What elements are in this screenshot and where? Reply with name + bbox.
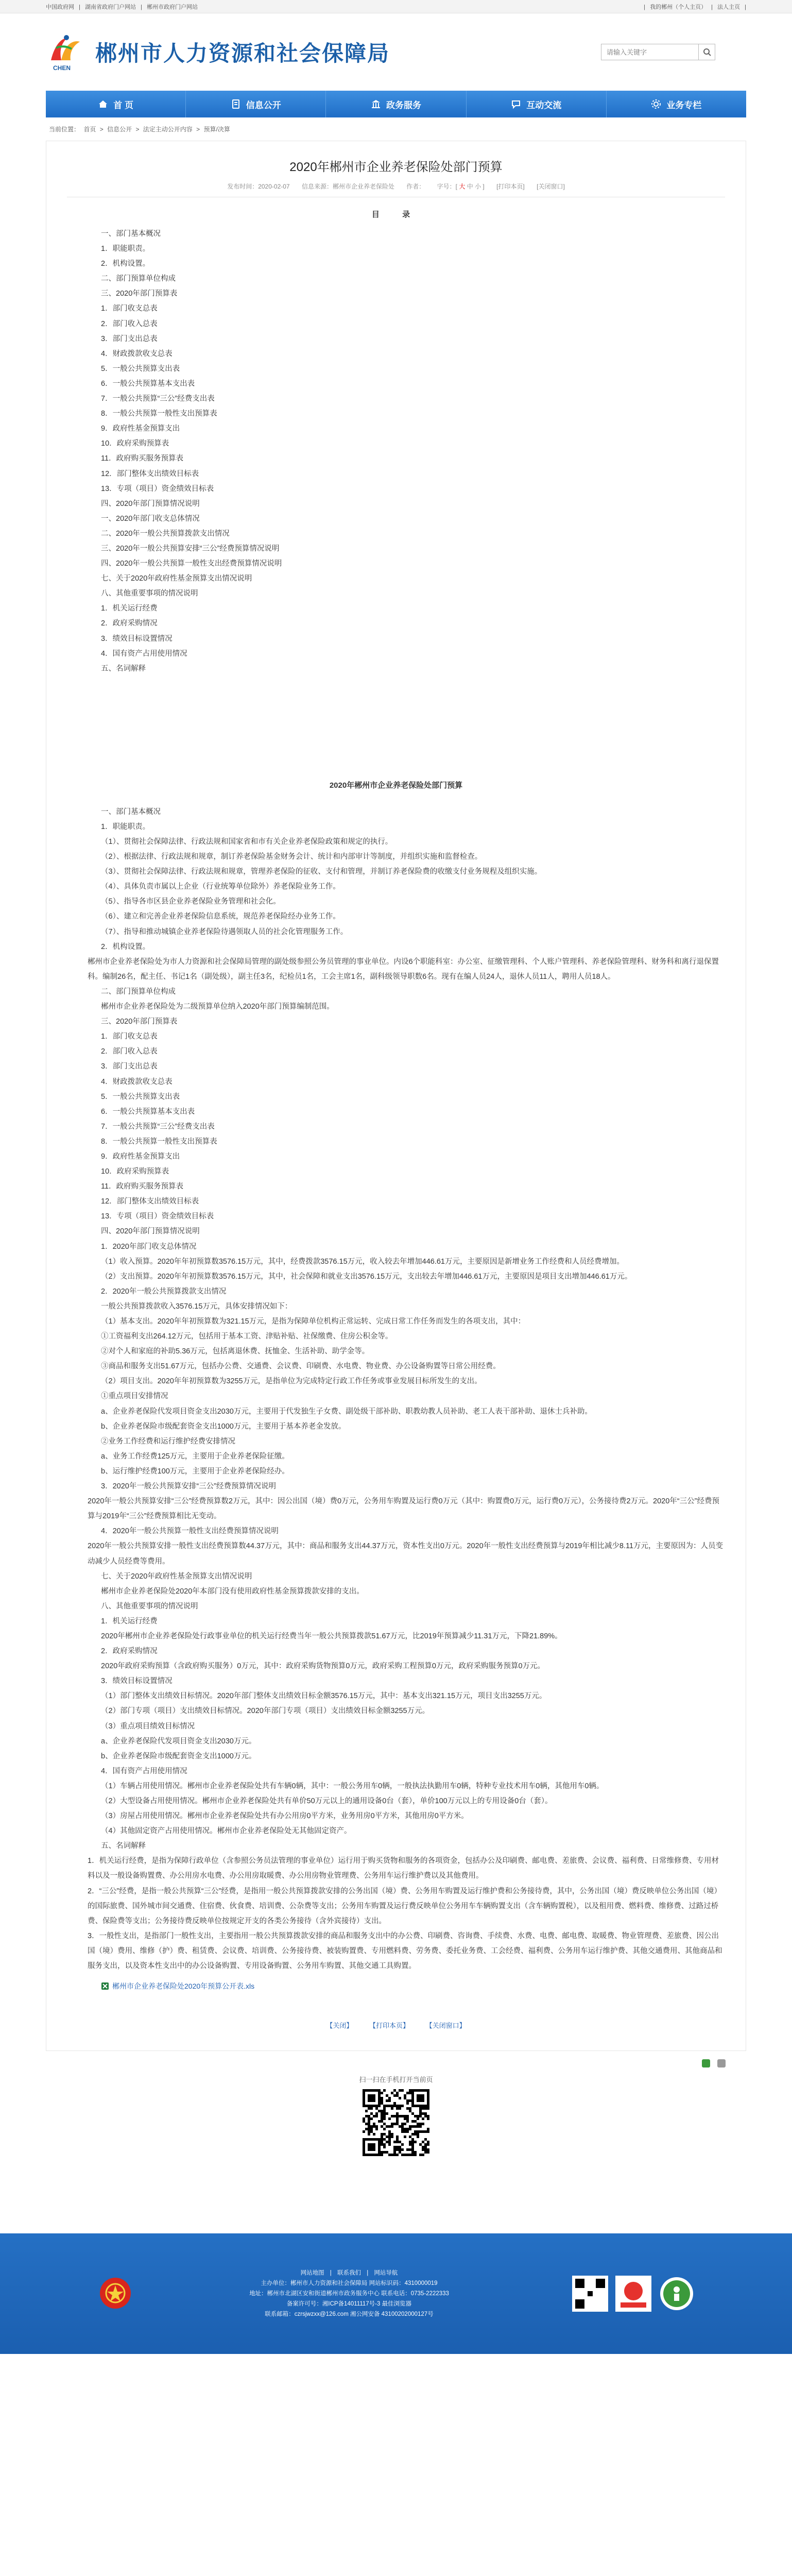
government-icon bbox=[371, 99, 381, 109]
breadcrumb-separator: > bbox=[99, 126, 104, 133]
body-paragraph: 二、部门预算单位构成 bbox=[101, 987, 176, 996]
body-paragraph: 6．一般公共预算基本支出表 bbox=[101, 1107, 195, 1116]
article-meta bbox=[67, 182, 725, 197]
body-paragraph: 4．国有资产占用使用情况 bbox=[101, 1767, 187, 1775]
breadcrumb-info[interactable]: 信息公开 bbox=[107, 126, 132, 133]
body-paragraph: 一般公共预算拨款收入3576.15万元，具体安排情况如下： bbox=[101, 1302, 292, 1311]
nav-item-interaction[interactable] bbox=[467, 91, 607, 117]
toc-item: 三、2020年部门预算表 bbox=[101, 290, 178, 298]
body-paragraph: 一、部门基本概况 bbox=[101, 807, 161, 816]
body-paragraph: 2．“三公”经费，是指一般公共预算“三公”经费，是指用一般公共预算拨款安排的公务出国（境）费、公务用车购置及运行维护费和公务接待费，其中，公务出国（境）费反映单位公务出国（境）的国际旅费、国外城市间交通费、住宿费、伙食费、培训费、公杂费等支出；公务用车购置及运行费反映单位公务用车车辆购置支出（含车辆购置税），以及租用费、燃料费、维修费、过路过桥费、保险费等支出；公务接待费反映单位按规定开支的各类公务接待（含外宾接待）支出。 bbox=[88, 1887, 721, 1925]
toc-item: 1．机关运行经费 bbox=[101, 604, 158, 613]
body-paragraph: 3．绩效目标设置情况 bbox=[101, 1677, 173, 1686]
body-paragraph: （1）车辆占用使用情况。郴州市企业养老保险处共有车辆0辆，其中：一般公务用车0辆，一般执法执勤用车0辆，特种专业技术用车0辆，其他用车0辆。 bbox=[101, 1782, 604, 1790]
font-mid-button[interactable]: 中 bbox=[467, 183, 473, 190]
share-bar bbox=[46, 2059, 746, 2069]
body-paragraph: （4）、具体负责市属以上企业（行业统筹单位除外）养老保险业务工作。 bbox=[101, 883, 340, 891]
breadcrumb-label: 当前位置： bbox=[49, 126, 80, 133]
body-paragraph: （2）项目支出。2020年年初预算数为3255万元，是指单位为完成特定行政工作任务或事业发展目标所发生的支出。 bbox=[101, 1377, 482, 1386]
body-paragraph: 12．部门整体支出绩效目标表 bbox=[101, 1197, 199, 1206]
search-box bbox=[601, 44, 715, 60]
toc-item: 5．一般公共预算支出表 bbox=[101, 364, 180, 373]
logo-text: CHEN bbox=[53, 64, 71, 72]
accessibility-badge-icon[interactable] bbox=[659, 2276, 695, 2312]
body-paragraph: ①工资福利支出264.12万元，包括用于基本工资、津贴补贴、社保缴费、住房公积金等。 bbox=[101, 1332, 393, 1341]
body-paragraph: （4）其他固定资产占用使用情况。郴州市企业养老保险处无其他固定资产。 bbox=[101, 1827, 352, 1836]
body-paragraph: 1．2020年部门收支总体情况 bbox=[101, 1242, 197, 1251]
body-paragraph: 11．政府购买服务预算表 bbox=[101, 1182, 184, 1191]
topbar-link-gov[interactable]: 中国政府网 bbox=[46, 4, 74, 10]
toc-item: 四、2020年一般公共预算一般性支出经费预算情况说明 bbox=[101, 560, 282, 568]
body-paragraph: 2020年一般公共预算安排一般性支出经费预算数44.37万元，其中：商品和服务支出44.37万元，资本性支出0万元。2020年一般性支出经费预算与2019年相比减少8.11万元，主要原因为：人员变动减少人员经费等费用。 bbox=[88, 1542, 724, 1566]
gear-icon bbox=[651, 99, 661, 109]
qr-section bbox=[0, 2074, 792, 2156]
toc-item: 10．政府采购预算表 bbox=[101, 439, 169, 448]
body-paragraph: 1．机关运行经费，是指为保障行政单位（含参照公务员法管理的事业单位）运行用于购买货物和服务的各项资金，包括办公及印刷费、邮电费、差旅费、会议费、福利费、日常维修费、专用材料以及一般设备购置费、办公用房水电费、办公用房取暖费、办公用房物业管理费、公务用车运行维护费以及其他费用。 bbox=[88, 1857, 719, 1880]
body-paragraph: （3）重点项目绩效目标情况 bbox=[101, 1722, 195, 1731]
body-paragraph: 2．政府采购情况 bbox=[101, 1647, 158, 1656]
toc-item: 二、部门预算单位构成 bbox=[101, 275, 176, 283]
footer-links bbox=[249, 2268, 449, 2278]
body-paragraph: 2．部门收入总表 bbox=[101, 1047, 158, 1056]
qr-caption: 扫一扫在手机打开当前页 bbox=[359, 2076, 433, 2084]
topbar-links-left: 中国政府网 | 湖南省政府门户网站 | 郴州市政府门户网站 bbox=[46, 4, 198, 10]
toc-item: 1．职能职责。 bbox=[101, 245, 150, 253]
body-paragraph: 4．2020年一般公共预算一般性支出经费预算情况说明 bbox=[101, 1527, 279, 1536]
body-paragraph: （7）、指导和推动城镇企业养老保险待遇领取人员的社会化管理服务工作。 bbox=[101, 927, 348, 936]
excel-file-icon bbox=[101, 1982, 109, 1990]
body-paragraph: ①重点项目安排情况 bbox=[101, 1392, 168, 1401]
toc-item: 9．政府性基金预算支出 bbox=[101, 425, 180, 433]
breadcrumb bbox=[46, 125, 746, 133]
site-footer bbox=[0, 2233, 792, 2354]
home-icon bbox=[98, 99, 108, 109]
breadcrumb-separator: > bbox=[135, 126, 140, 133]
toc-item: 12．部门整体支出绩效目标表 bbox=[101, 469, 199, 478]
table-of-contents bbox=[67, 227, 725, 676]
nav-item-label: 政务服务 bbox=[386, 100, 421, 110]
wechat-share-icon[interactable] bbox=[717, 2059, 726, 2069]
body-paragraph: （1）、贯彻社会保障法律、行政法规和国家省和市有关企业养老保险政策和规定的执行。 bbox=[101, 838, 393, 846]
body-paragraph: ②业务工作经费和运行维护经费安排情况 bbox=[101, 1437, 235, 1446]
print-page-button[interactable]: [打印本页] bbox=[496, 183, 525, 190]
body-paragraph: 2．2020年一般公共预算拨款支出情况 bbox=[101, 1287, 227, 1296]
body-paragraph: b、运行维护经费100万元，主要用于企业养老保险经办。 bbox=[101, 1467, 289, 1476]
body-paragraph: ②对个人和家庭的补助5.36万元，包括离退休费、抚恤金、生活补助、助学金等。 bbox=[101, 1347, 370, 1356]
body-paragraph: （1）部门整体支出绩效目标情况。2020年部门整体支出绩效目标金额3576.15万元，其中：基本支出321.15万元，项目支出3255万元。 bbox=[101, 1692, 547, 1701]
toc-item: 五、名词解释 bbox=[101, 664, 146, 673]
toc-item: 2．部门收入总表 bbox=[101, 319, 158, 328]
close-window-link[interactable]: 【关闭窗口】 bbox=[425, 2022, 466, 2030]
body-paragraph: （3）房屋占用使用情况。郴州市企业养老保险处共有办公用房0平方米，业务用房0平方米，其他用房0平方米。 bbox=[101, 1812, 469, 1821]
font-small-button[interactable]: 小 bbox=[475, 183, 481, 190]
footer-address: 地址：郴州市北湖区安和街道郴州市政务服务中心 联系电话：0735-2222333 bbox=[249, 2291, 449, 2297]
body-paragraph: （2）、根据法律、行政法规和规章，制订养老保险基金财务会计、统计和内部审计等制度，并组织实施和监督检查。 bbox=[101, 853, 483, 861]
toc-item: 13．专项（项目）资金绩效目标表 bbox=[101, 484, 214, 493]
breadcrumb-home[interactable]: 首页 bbox=[83, 126, 96, 133]
body-paragraph: 10．政府采购预算表 bbox=[101, 1167, 169, 1176]
nav-item-info-disclosure[interactable] bbox=[186, 91, 326, 117]
body-paragraph: （5）、指导各市区县企业养老保险业务管理和社会化。 bbox=[101, 897, 281, 906]
body-paragraph: （2）部门专项（项目）支出绩效目标情况。2020年部门专项（项目）支出绩效目标金额3255万元。 bbox=[101, 1707, 430, 1716]
breadcrumb-budget[interactable]: 预算/决算 bbox=[203, 126, 230, 133]
footer-nav-link[interactable]: 网站导航 bbox=[374, 2270, 398, 2277]
body-paragraph: 1．部门收支总表 bbox=[101, 1032, 158, 1041]
footer-info bbox=[249, 2268, 449, 2319]
toc-item: 11．政府购买服务预算表 bbox=[101, 454, 184, 463]
party-emblem-icon bbox=[97, 2275, 133, 2313]
toc-item: 二、2020年一般公共预算拨款支出情况 bbox=[101, 529, 230, 538]
footer-badges bbox=[565, 2276, 695, 2312]
body-paragraph: 八、其他重要事项的情况说明 bbox=[101, 1602, 198, 1611]
article-title: 2020年郴州市企业养老保险处部门预算 bbox=[289, 160, 503, 174]
body-paragraph: 2．机构设置。 bbox=[101, 942, 150, 951]
brand[interactable] bbox=[46, 32, 390, 72]
toc-item: 3．绩效目标设置情况 bbox=[101, 634, 173, 643]
search-icon bbox=[703, 48, 711, 56]
close-link[interactable]: 【关闭】 bbox=[326, 2022, 353, 2030]
meta-time: 发布时间：2020-02-07 bbox=[227, 183, 290, 190]
body-paragraph: 1．职能职责。 bbox=[101, 822, 150, 831]
body-paragraph: 13．专项（项目）资金绩效目标表 bbox=[101, 1212, 214, 1221]
topbar-separator: | bbox=[711, 4, 713, 10]
toc-item: 4．国有资产占用使用情况 bbox=[101, 649, 187, 658]
toc-heading: 目 录 bbox=[371, 210, 421, 219]
toc-item: 7．一般公共预算“三公”经费支出表 bbox=[101, 395, 215, 403]
body-paragraph: （1）基本支出。2020年年初预算数为321.15万元，是指为保障单位机构正常运转、完成日常工作任务而发生的各项支出，其中： bbox=[101, 1317, 526, 1326]
nav-item-label: 互动交流 bbox=[526, 100, 562, 110]
body-paragraph: 5．一般公共预算支出表 bbox=[101, 1092, 180, 1101]
footer-email: 联系邮箱：czrsjwzxx@126.com 湘公网安备 43100202000127号 bbox=[265, 2311, 434, 2318]
nav-item-label: 信息公开 bbox=[246, 100, 281, 110]
search-input[interactable] bbox=[601, 44, 699, 60]
site-title: 郴州市人力资源和社会保障局 bbox=[95, 41, 390, 65]
body-paragraph: 四、2020年部门预算情况说明 bbox=[101, 1227, 200, 1236]
toc-item: 一、2020年部门收支总体情况 bbox=[101, 514, 200, 523]
body-paragraph: a、业务工作经费125万元，主要用于企业养老保险征缴。 bbox=[101, 1452, 289, 1461]
toc-item: 三、2020年一般公共预算安排“三公”经费预算情况说明 bbox=[101, 544, 280, 553]
body-paragraph: （6）、建立和完善企业养老保险信息系统，规范养老保险经办业务工作。 bbox=[101, 912, 340, 921]
body-paragraph: ③商品和服务支出51.67万元，包括办公费、交通费、会议费、印刷费、水电费、物业费、办公设备购置等日常公用经费。 bbox=[101, 1362, 501, 1371]
body-paragraph: a、企业养老保险代发项目资金支出2030万元，主要用于代发独生子女费、副处级干部补助、职教幼教人员补助、老工人表干部补助、退休士兵补助。 bbox=[101, 1407, 592, 1416]
body-paragraph: 3．一般性支出，是指部门一般性支出，主要指用一般公共预算拨款安排的商品和服务支出中的办公费、印刷费、咨询费、手续费、水费、电费、邮电费、取暖费、物业管理费、差旅费、因公出国（境）费用、维修（护）费、租赁费、会议费、培训费、公务接待费、被装购置费、专用燃料费、劳务费、委托业务费、工会经费、福利费、公务用车运行维护费、其他交通费用、其他商品和服务支出，以及资本性支出中的办公设备购置、专用设备购置、公务用车购置、其他交通工具购置。 bbox=[88, 1931, 722, 1971]
body-paragraph: 七、关于2020年政府性基金预算支出情况说明 bbox=[101, 1572, 252, 1581]
footer-icp: 备案许可号：湘ICP备14011117号-3 最佳浏览器 bbox=[286, 2301, 412, 2308]
chat-icon bbox=[511, 99, 521, 109]
nav-item-home[interactable] bbox=[46, 91, 186, 117]
meta-author: 作者： bbox=[406, 183, 425, 190]
footer-separator: | bbox=[367, 2270, 369, 2277]
toc-item: 七、关于2020年政府性基金预算支出情况说明 bbox=[101, 574, 252, 583]
document-icon bbox=[231, 99, 241, 109]
toc-item: 6．一般公共预算基本支出表 bbox=[101, 379, 195, 388]
body-paragraph: （1）收入预算。2020年年初预算数3576.15万元，其中，经费拨款3576.15万元，收入较去年增加446.61万元，主要原因是新增业务工作经费和人员经费增加。 bbox=[101, 1257, 624, 1266]
site-header bbox=[46, 13, 746, 91]
body-paragraph: 2020年政府采购预算（含政府购买服务）0万元，其中：政府采购货物预算0万元，政府采购工程预算0万元，政府采购服务预算0万元。 bbox=[101, 1662, 545, 1671]
body-paragraph: 3．2020年一般公共预算安排“三公”经费预算情况说明 bbox=[101, 1482, 276, 1491]
meta-source: 信息来源：郴州市企业养老保险处 bbox=[301, 183, 394, 190]
nav-item-gov-services[interactable] bbox=[326, 91, 466, 117]
footer-sitemap-link[interactable]: 网站地图 bbox=[300, 2270, 324, 2277]
toc-item: 1．部门收支总表 bbox=[101, 304, 158, 313]
toc-item: 四、2020年部门预算情况说明 bbox=[101, 499, 200, 508]
footer-host: 主办单位：郴州市人力资源和社会保障局 网站标识码：4310000019 bbox=[261, 2280, 438, 2287]
body-paragraph: 郴州市企业养老保险处为市人力资源和社会保障局管理的副处级参照公务员管理的事业单位。内设6个职能科室：办公室、征缴管理科、个人账户管理科、养老保险管理科、财务科和离行退保置科。编制26名，配主任、书记1名（副处级），副主任3名，纪检员1名，工会主席1名，副科级领导职数6名。现有在编人员24人，退休人员11人，聘用人员18人。 bbox=[88, 957, 719, 981]
toc-item: 4．财政拨款收支总表 bbox=[101, 349, 173, 358]
gov-site-error-correction-icon[interactable] bbox=[615, 2276, 651, 2312]
body-paragraph: 3．部门支出总表 bbox=[101, 1062, 158, 1071]
topbar-link-personal[interactable]: 我的郴州（个人主页） bbox=[650, 4, 707, 10]
top-bar bbox=[0, 0, 792, 13]
toc-item: 2．机构设置。 bbox=[101, 260, 150, 268]
body-paragraph: b、企业养老保险市级配套资金支出1000万元，主要用于基本养老金发放。 bbox=[101, 1422, 346, 1431]
topbar-link-hunan[interactable]: 湖南省政府门户网站 bbox=[84, 4, 136, 10]
footer-qr-icon bbox=[572, 2276, 608, 2312]
nav-item-business-column[interactable] bbox=[607, 91, 746, 117]
qr-code-icon bbox=[363, 2089, 429, 2156]
close-window-button[interactable]: [关闭窗口] bbox=[537, 183, 565, 190]
attachment-link[interactable] bbox=[67, 1981, 725, 1991]
body-paragraph: 2020年一般公共预算安排“三公”经费预算数2万元，其中：因公出国（境）费0万元，公务用车购置及运行费0万元（其中：购置费0万元，运行费0万元），公务接待费2万元。2020年“三公”经费预算与2019年“三公”经费预算相比无变动。 bbox=[88, 1497, 719, 1521]
print-link[interactable]: 【打印本页】 bbox=[369, 2022, 409, 2030]
meta-font-size: 字号：[ 大 中 小 ] bbox=[437, 183, 487, 190]
site-logo-icon bbox=[46, 32, 86, 72]
font-large-button[interactable]: 大 bbox=[459, 183, 466, 190]
body-paragraph: 三、2020年部门预算表 bbox=[101, 1018, 178, 1026]
body-paragraph: b、企业养老保险市级配套资金支出1000万元。 bbox=[101, 1752, 256, 1760]
toc-item: 2．政府采购情况 bbox=[101, 619, 158, 628]
topbar-separator: | bbox=[644, 4, 646, 10]
body-paragraph: 五、名词解释 bbox=[101, 1842, 146, 1851]
footer-contact-link[interactable]: 联系我们 bbox=[337, 2270, 361, 2277]
body-paragraph: 9．政府性基金预算支出 bbox=[101, 1152, 180, 1161]
footer-separator: | bbox=[330, 2270, 332, 2277]
article-body bbox=[67, 805, 725, 1974]
topbar-link-legal[interactable]: 法人主页 bbox=[717, 4, 741, 10]
toc-item: 八、其他重要事项的情况说明 bbox=[101, 589, 198, 598]
font-size-label: 字号： bbox=[437, 183, 456, 190]
toc-item: 8．一般公共预算一般性支出预算表 bbox=[101, 410, 217, 418]
body-paragraph: （2）支出预算。2020年年初预算数3576.15万元，其中，社会保障和就业支出3576.15万元，支出较去年增加446.61万元，主要原因是项目支出增加446.61万元。 bbox=[101, 1272, 632, 1281]
topbar-links-right bbox=[641, 3, 746, 11]
body-heading: 2020年郴州市企业养老保险处部门预算 bbox=[329, 781, 463, 790]
body-paragraph: 郴州市企业养老保险处为二级预算单位纳入2020年部门预算编制范围。 bbox=[101, 1003, 334, 1011]
main-nav bbox=[46, 91, 746, 117]
nav-item-label: 首 页 bbox=[113, 100, 133, 110]
search-button[interactable] bbox=[699, 44, 715, 60]
article bbox=[46, 141, 746, 2051]
share-icon[interactable] bbox=[702, 2059, 710, 2069]
body-paragraph: 1．机关运行经费 bbox=[101, 1617, 158, 1625]
body-paragraph: 4．财政拨款收支总表 bbox=[101, 1077, 173, 1086]
toc-item: 3．部门支出总表 bbox=[101, 334, 158, 343]
body-paragraph: 郴州市企业养老保险处2020年本部门没有使用政府性基金预算拨款安排的支出。 bbox=[101, 1587, 364, 1596]
toc-item: 一、部门基本概况 bbox=[101, 230, 161, 238]
topbar-link-chenzhou[interactable]: 郴州市政府门户网站 bbox=[146, 4, 198, 10]
body-paragraph: a、企业养老保险代发项目资金支出2030万元。 bbox=[101, 1737, 256, 1745]
article-actions bbox=[67, 2020, 725, 2030]
body-paragraph: 8．一般公共预算一般性支出预算表 bbox=[101, 1137, 217, 1146]
body-paragraph: 7．一般公共预算“三公”经费支出表 bbox=[101, 1122, 215, 1131]
nav-item-label: 业务专栏 bbox=[666, 100, 702, 110]
body-paragraph: （3）、贯彻社会保障法律、行政法规和规章，管理养老保险的征收、支付和管理，并制订养老保险费的收缴支付业务规程及组织实施。 bbox=[101, 868, 542, 876]
breadcrumb-legal[interactable]: 法定主动公开内容 bbox=[143, 126, 193, 133]
attachment-name: 郴州市企业养老保险处2020年预算公开表.xls bbox=[112, 1982, 255, 1991]
topbar-separator: | bbox=[745, 4, 746, 10]
body-paragraph: （2）大型设备占用使用情况。郴州市企业养老保险处共有单价50万元以上的通用设备0台（套），单价100万元以上的专用设备0台（套）。 bbox=[101, 1797, 553, 1805]
body-paragraph: 2020年郴州市企业养老保险处行政事业单位的机关运行经费当年一般公共预算拨款51.67万元，比2019年预算减少11.31万元，下降21.89%。 bbox=[101, 1632, 562, 1640]
breadcrumb-separator: > bbox=[196, 126, 200, 133]
